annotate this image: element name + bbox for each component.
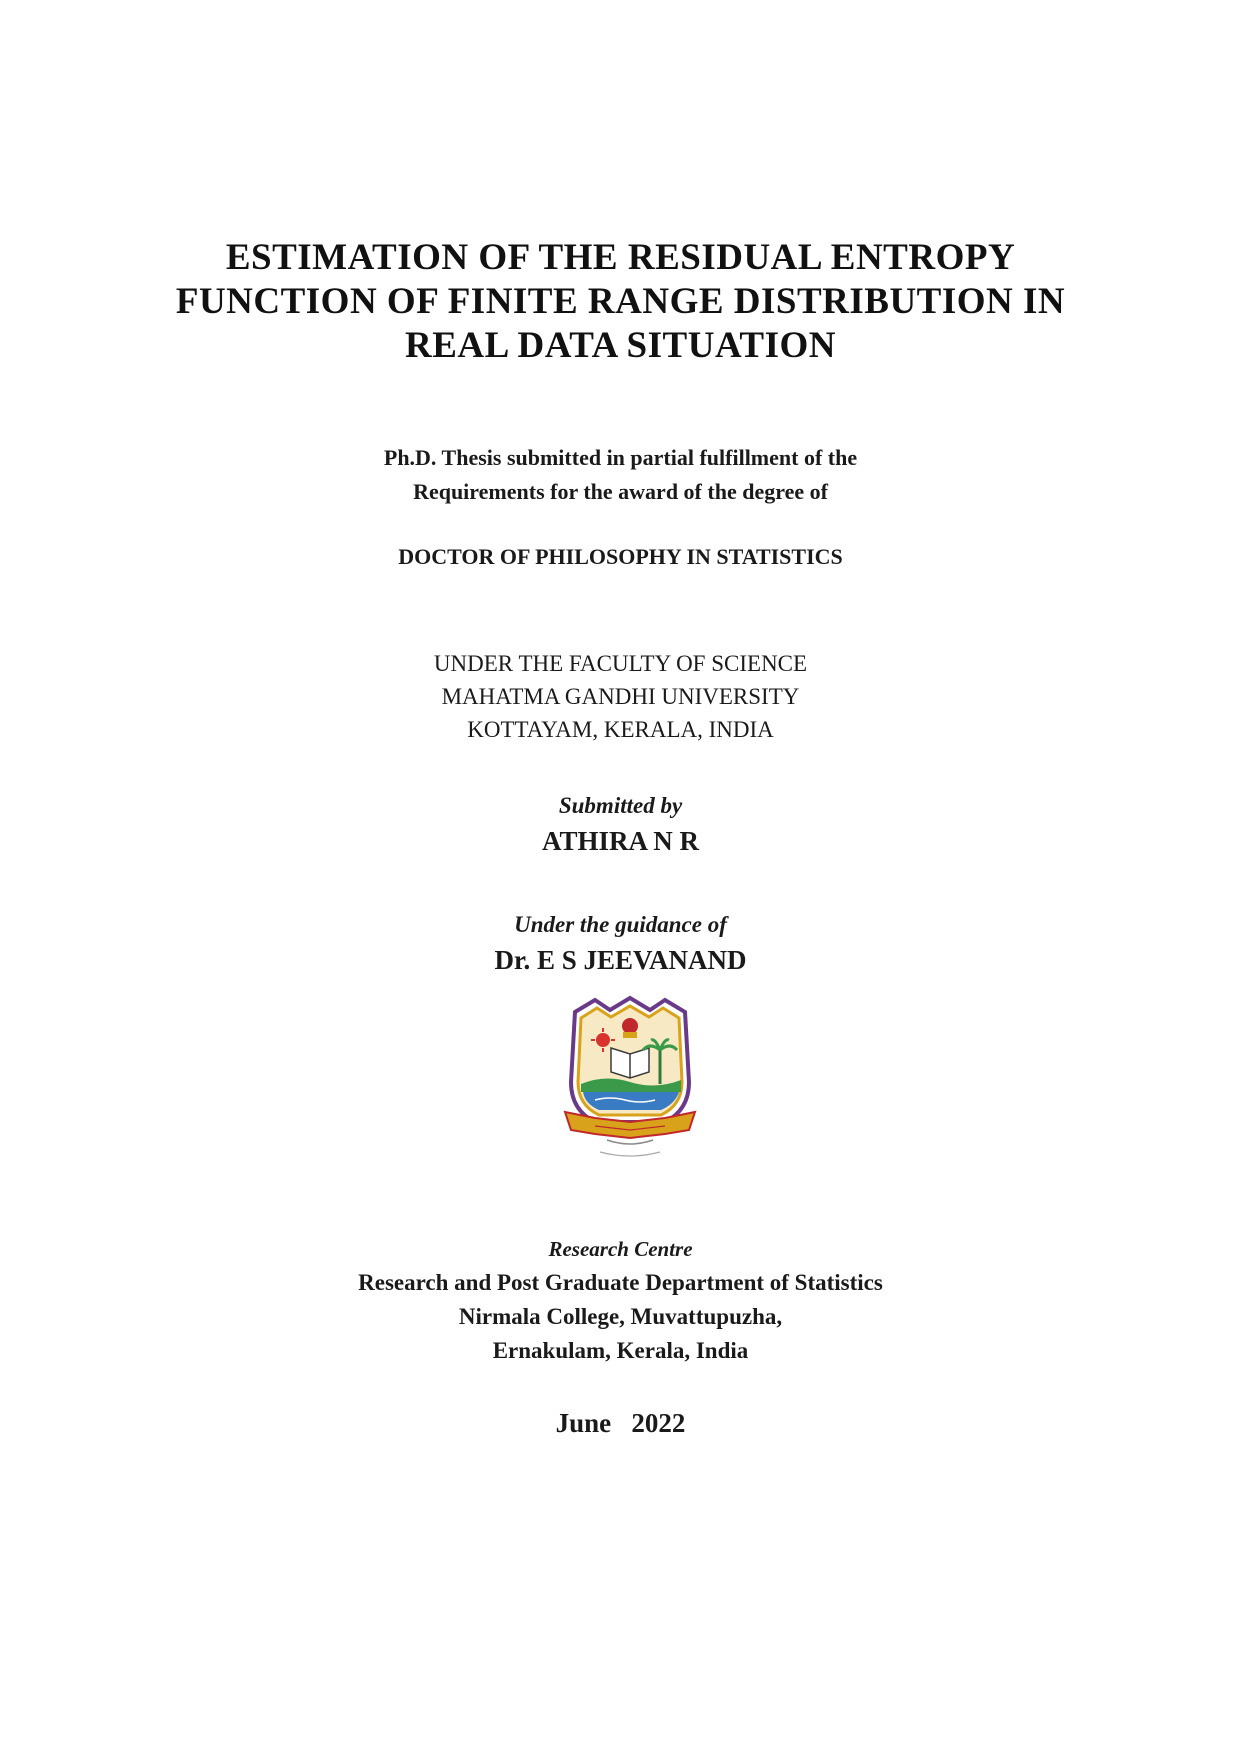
research-centre-line-3: Ernakulam, Kerala, India	[492, 1338, 749, 1363]
guide-name: Dr. E S JEEVANAND	[494, 945, 747, 975]
submission-line-2: Requirements for the award of the degree of	[413, 479, 828, 504]
research-centre-line-2: Nirmala College, Muvattupuzha,	[458, 1304, 783, 1329]
research-centre-label: Research Centre	[548, 1237, 693, 1261]
submission-line-1: Ph.D. Thesis submitted in partial fulfillment of the	[383, 445, 858, 470]
degree-name: DOCTOR OF PHILOSOPHY IN STATISTICS	[398, 544, 843, 569]
university-emblem-icon	[555, 992, 705, 1162]
submitted-by-label: Submitted by	[558, 793, 683, 818]
author-name: ATHIRA N R	[541, 826, 700, 856]
university-line-3: KOTTAYAM, KERALA, INDIA	[467, 717, 774, 742]
university-line-1: UNDER THE FACULTY OF SCIENCE	[433, 651, 808, 676]
submission-date: June 2022	[555, 1408, 686, 1438]
research-centre-line-1: Research and Post Graduate Department of Statistics	[358, 1270, 883, 1295]
university-line-2: MAHATMA GANDHI UNIVERSITY	[441, 684, 800, 709]
title-line-2: FUNCTION OF FINITE RANGE DISTRIBUTION IN	[175, 281, 1066, 322]
title-line-1: ESTIMATION OF THE RESIDUAL ENTROPY	[225, 237, 1016, 278]
title-line-3: REAL DATA SITUATION	[405, 325, 836, 366]
guidance-label: Under the guidance of	[514, 912, 727, 937]
